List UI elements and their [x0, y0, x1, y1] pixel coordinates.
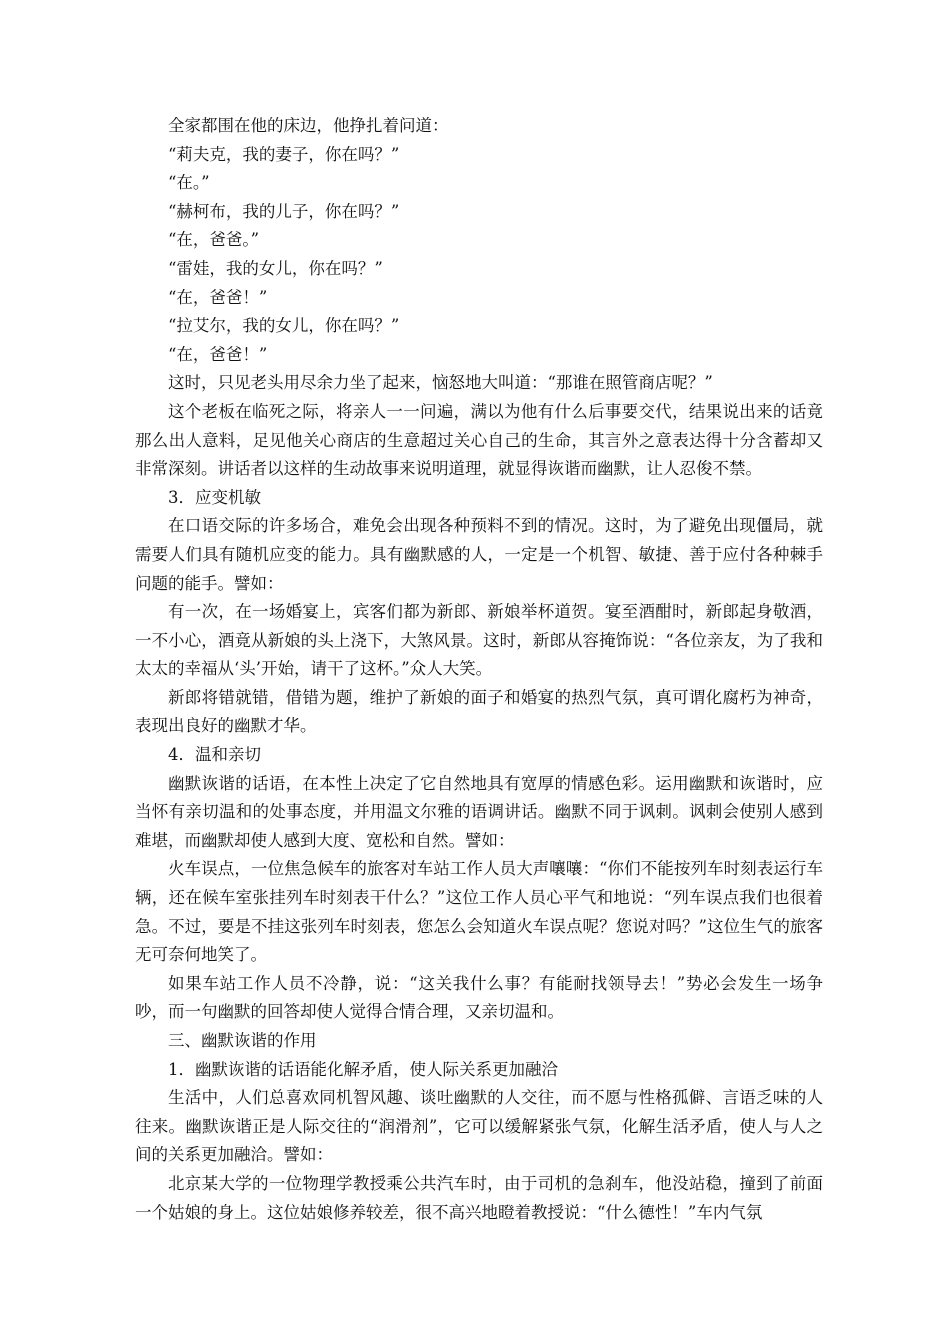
paragraph: 幽默诙谐的话语，在本性上决定了它自然地具有宽厚的情感色彩。运用幽默和诙谐时，应当怀有亲切温和的处事态度，并用温文尔雅的语调讲话。幽默不同于讽刺。讽刺会使别人感到难堪，而幽默却使人感到大度、宽松和自然。譬如：	[135, 773, 823, 850]
paragraph: 如果车站工作人员不冷静，说：“这关我什么事？有能耐找领导去！”势必会发生一场争吵，而一句幽默的回答却使人觉得合情合理，又亲切温和。	[135, 973, 823, 1022]
document-page	[135, 112, 823, 1227]
dialogue-line: “在，爸爸。”	[168, 230, 260, 250]
paragraph: 这个老板在临死之际，将亲人一一问遍，满以为他有什么后事要交代，结果说出来的话竟那么出人意料，足见他关心商店的生意超过关心自己的生命，其言外之意表达得十分含蓄却又非常深刻。讲话者以这样的生动故事来说明道理，就显得诙谐而幽默，让人忍俊不禁。	[135, 401, 823, 479]
dialogue-line: “在，爸爸！”	[168, 287, 268, 307]
paragraph: 在口语交际的许多场合，难免会出现各种预料不到的情况。这时，为了避免出现僵局，就需要人们具有随机应变的能力。具有幽默感的人，一定是一个机智、敏捷、善于应付各种棘手问题的能手。譬如：	[135, 516, 823, 593]
chapter-heading: 三、幽默诙谐的作用	[168, 1031, 317, 1050]
section-heading: 1．幽默诙谐的话语能化解矛盾，使人际关系更加融洽	[168, 1059, 558, 1079]
paragraph: 火车误点，一位焦急候车的旅客对车站工作人员大声嚷嚷：“你们不能按列车时刻表运行车辆，还在候车室张挂列车时刻表干什么？”这位工作人员心平气和地说：“列车误点我们也很着急。不过，要是不挂这张列车时刻表，您怎么会知道火车误点呢？您说对吗？”这位生气的旅客无可奈何地笑了。	[135, 859, 823, 965]
paragraph: 新郎将错就错，借错为题，维护了新娘的面子和婚宴的热烈气氛，真可谓化腐朽为神奇，表现出良好的幽默才华。	[135, 687, 823, 736]
dialogue-line: “莉夫克，我的妻子，你在吗？”	[168, 144, 400, 164]
dialogue-line: “在，爸爸！”	[168, 344, 268, 364]
section-heading: 4．温和亲切	[168, 745, 261, 765]
dialogue-line: “在。”	[168, 173, 210, 193]
dialogue-line: “雷娃，我的女儿，你在吗？”	[168, 258, 383, 278]
dialogue-line: “赫柯布，我的儿子，你在吗？”	[168, 201, 400, 221]
dialogue-line: “拉艾尔，我的女儿，你在吗？”	[168, 316, 400, 336]
paragraph: 有一次，在一场婚宴上，宾客们都为新郎、新娘举杯道贺。宴至酒酣时，新郎起身敬酒，一不小心，酒竟从新娘的头上浇下，大煞风景。这时，新郎从容掩饰说：“各位亲友，为了我和太太的幸福从‘头’开始，请干了这杯。”众人大笑。	[135, 602, 823, 679]
paragraph: 这时，只见老头用尽余力坐了起来，恼怒地大叫道：“那谁在照管商店呢？”	[168, 373, 713, 393]
paragraph: 生活中，人们总喜欢同机智风趣、谈吐幽默的人交往，而不愿与性格孤僻、言语乏味的人往来。幽默诙谐正是人际交往的“润滑剂”，它可以缓解紧张气氛，化解生活矛盾，使人与人之间的关系更加融洽。譬如：	[135, 1088, 823, 1165]
paragraph: 北京某大学的一位物理学教授乘公共汽车时，由于司机的急刹车，他没站稳，撞到了前面一个姑娘的身上。这位姑娘修养较差，很不高兴地瞪着教授说：“什么德性！”车内气氛	[135, 1173, 823, 1222]
section-heading: 3．应变机敏	[168, 487, 261, 507]
paragraph: 全家都围在他的床边，他挣扎着问道：	[168, 116, 449, 135]
